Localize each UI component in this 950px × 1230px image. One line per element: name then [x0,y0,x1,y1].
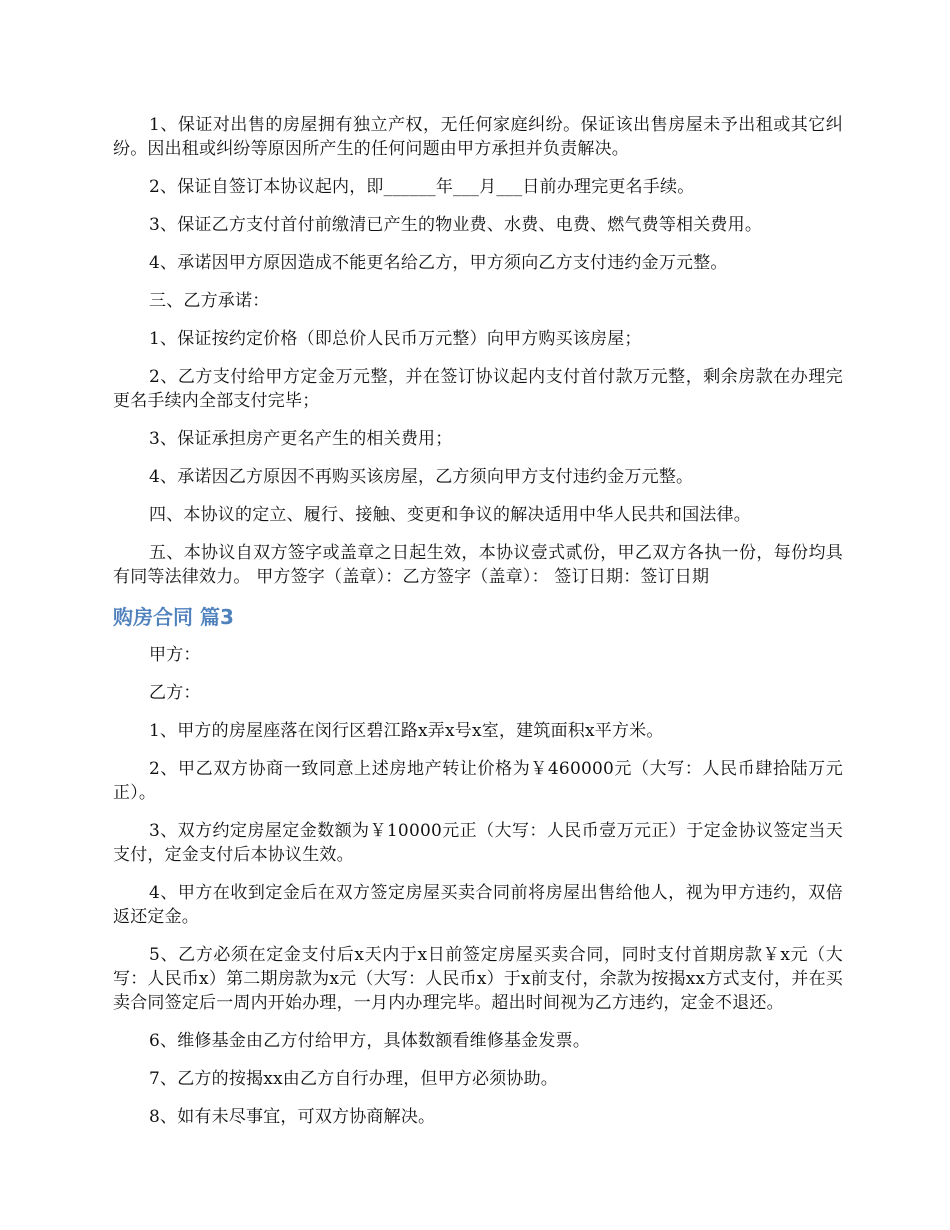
clause-seller-breach: 4、甲方在收到定金后在双方签定房屋买卖合同前将房屋出售给他人，视为甲方违约，双倍返还定金。 [113,883,843,927]
clause-rename-costs: 3、保证承担房产更名产生的相关费用； [149,429,453,449]
party-b-line: 乙方： [149,683,201,703]
clause-deposit-payment: 2、乙方支付给甲方定金万元整，并在签订协议起内支付首付款万元整，剩余房款在办理完更名手续内全部支付完毕； [113,367,843,411]
party-a-line: 甲方： [149,645,201,665]
clause-agreed-price: 1、保证按约定价格（即总价人民币万元整）向甲方购买该房屋； [149,329,642,349]
document-body [113,113,843,1143]
clause-guarantee-ownership: 1、保证对出售的房屋拥有独立产权，无任何家庭纠纷。保证该出售房屋未予出租或其它纠纷。因出租或纠纷等原因所产生的任何问题由甲方承担并负责解决。 [113,115,843,159]
section-heading: 购房合同 篇3 [113,605,234,629]
clause-rename-deadline: 2、保证自签订本协议起内，即______年___月___日前办理完更名手续。 [149,177,695,197]
clause-property-location: 1、甲方的房屋座落在闵行区碧江路x弄x号x室，建筑面积x平方米。 [149,721,664,741]
clause-mortgage: 7、乙方的按揭xx由乙方自行办理，但甲方必须协助。 [149,1069,558,1089]
clause-settle-fees: 3、保证乙方支付首付前缴清已产生的物业费、水费、电费、燃气费等相关费用。 [149,215,763,235]
heading-party-b-promises: 三、乙方承诺： [149,291,270,311]
clause-deposit-amount: 3、双方约定房屋定金数额为￥10000元正（大写：人民币壹万元正）于定金协议签定当天支付，定金支付后本协议生效。 [113,821,843,865]
clause-party-b-penalty: 4、承诺因乙方原因不再购买该房屋，乙方须向甲方支付违约金万元整。 [149,467,694,487]
clause-effectiveness-signatures: 五、本协议自双方签字或盖章之日起生效，本协议壹式贰份，甲乙双方各执一份，每份均具有同等法律效力。 甲方签字（盖章）：乙方签字（盖章）： 签订日期：签订日期 [113,543,843,587]
clause-payment-schedule: 5、乙方必须在定金支付后x天内于x日前签定房屋买卖合同，同时支付首期房款￥x元（大写：人民币x）第二期房款为x元（大写：人民币x）于x前支付，余款为按揭xx方式支付，并在买卖合同签定后一周内开始办理，一月内办理完毕。超出时间视为乙方违约，定金不退还。 [113,945,843,1013]
clause-party-a-penalty: 4、承诺因甲方原因造成不能更名给乙方，甲方须向乙方支付违约金万元整。 [149,253,728,273]
clause-other-matters: 8、如有未尽事宜，可双方协商解决。 [149,1107,436,1127]
clause-governing-law: 四、本协议的定立、履行、接触、变更和争议的解决适用中华人民共和国法律。 [149,505,751,525]
clause-transfer-price: 2、甲乙双方协商一致同意上述房地产转让价格为￥460000元（大写：人民币肆拾陆万元正）。 [113,759,843,803]
clause-maintenance-fund: 6、维修基金由乙方付给甲方，具体数额看维修基金发票。 [149,1031,591,1051]
